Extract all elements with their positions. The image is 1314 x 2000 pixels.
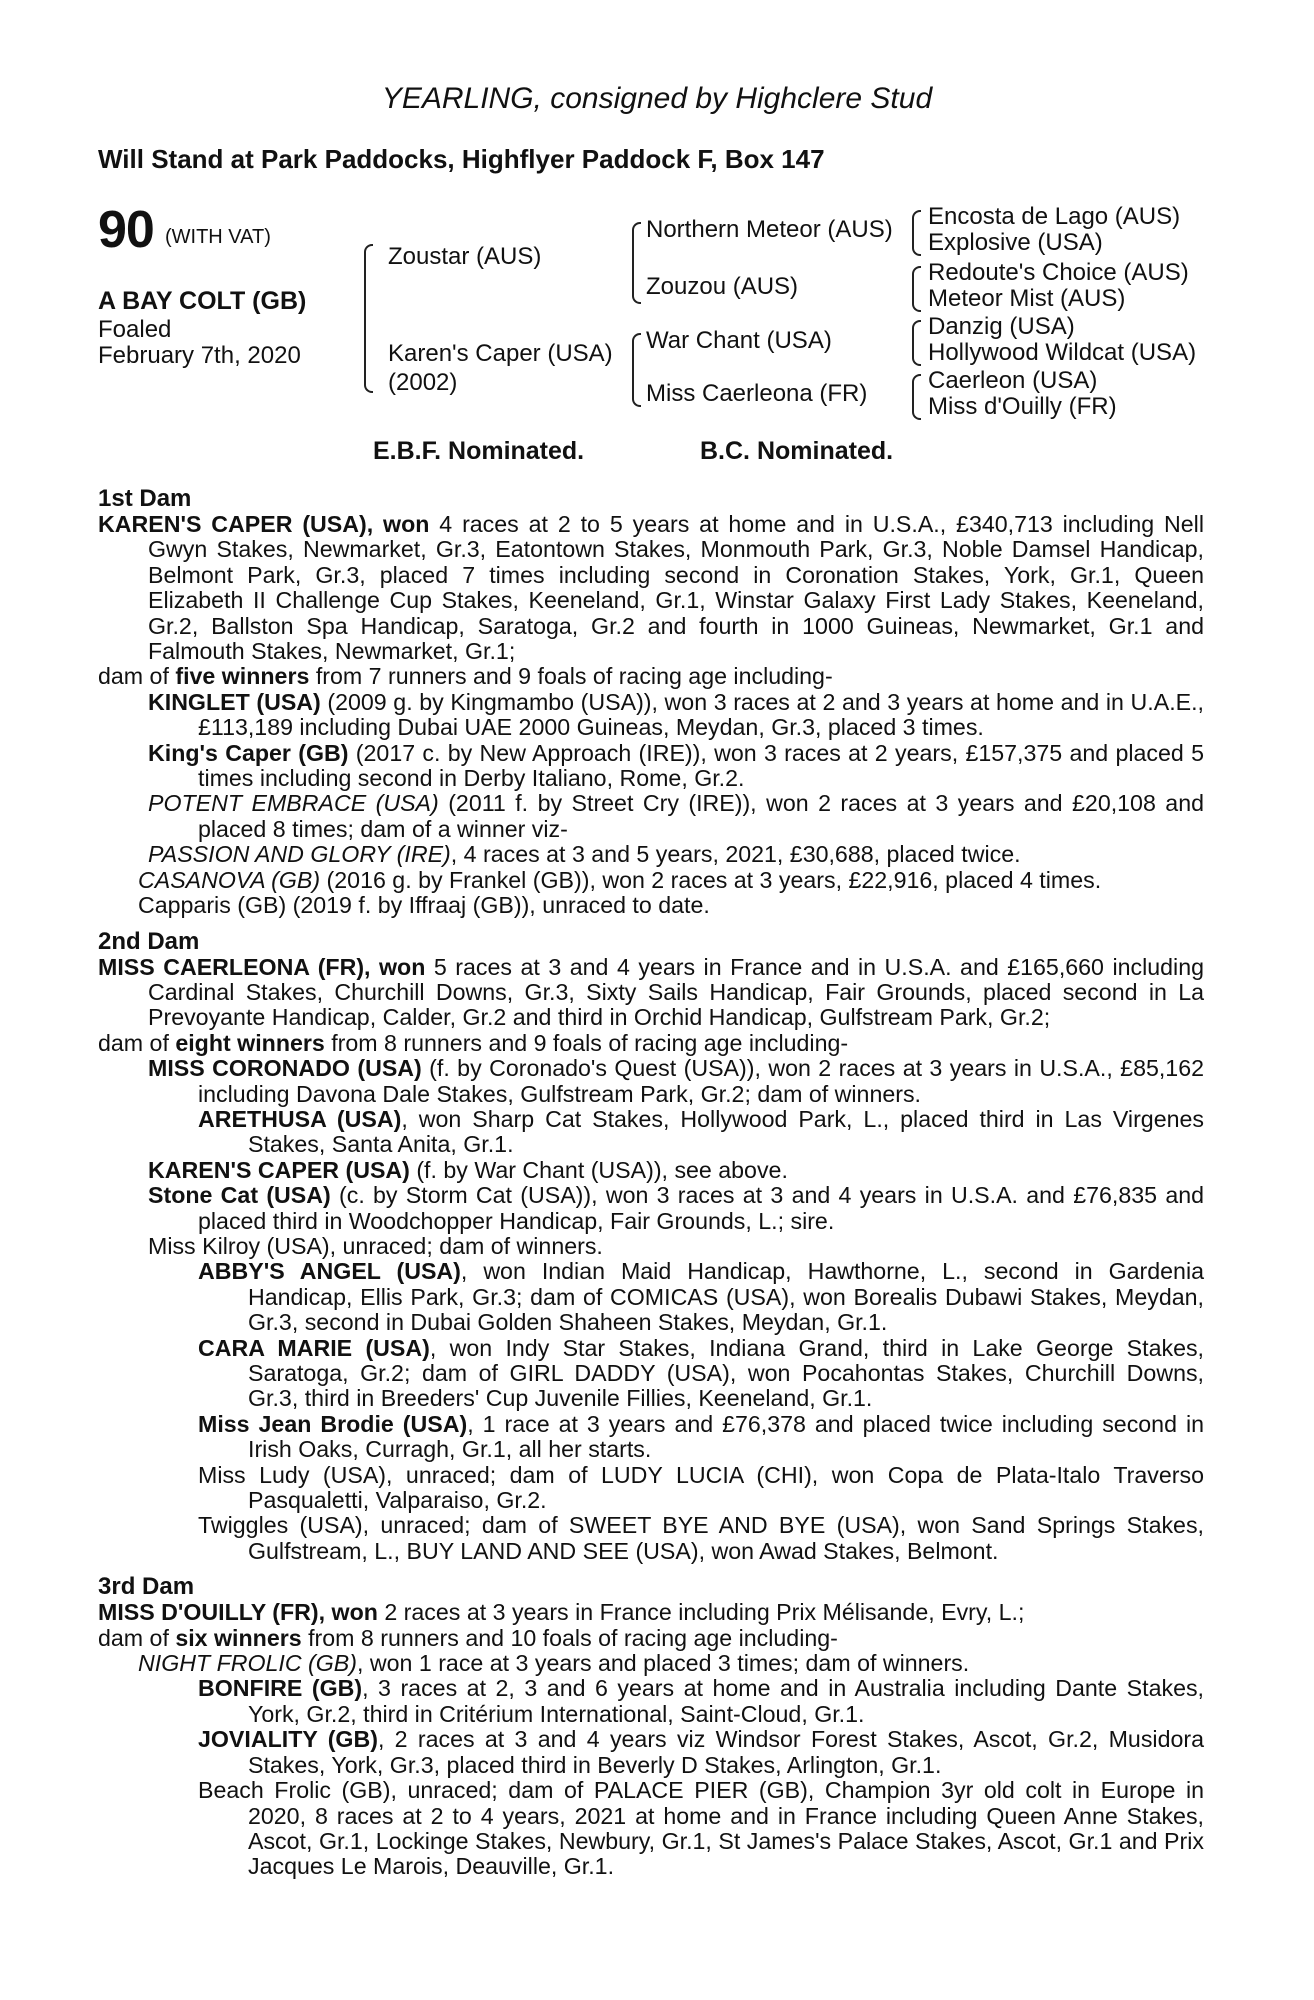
pedigree-dam-dam: Miss Caerleona (FR) <box>646 380 868 407</box>
third-dam-record <box>98 1600 1204 1625</box>
produce-text: Miss Ludy (USA), unraced; dam of LUDY LUCIA (CHI), won Copa de Plata-Italo Traverso Pasqualetti, Valparaiso, Gr.2. <box>198 1461 1204 1514</box>
pedigree-brace-g3 <box>912 320 921 366</box>
third-dam-name: MISS D'OUILLY (FR), won <box>98 1599 378 1626</box>
produce-entry <box>98 1107 1204 1158</box>
produce-name: JOVIALITY (GB) <box>198 1726 378 1753</box>
produce-entry <box>98 791 1204 842</box>
pedigree-brace-g1 <box>912 210 921 256</box>
produce-text: Miss Kilroy (USA), unraced; dam of winners. <box>148 1232 603 1259</box>
stand-location: Will Stand at Park Paddocks, Highflyer Paddock F, Box 147 <box>98 144 825 174</box>
produce-text: , 3 races at 2, 3 and 6 years at home and in Australia including Dante Stakes, York, Gr.2, third in Critérium International, Saint-Cloud, Gr.1. <box>248 1675 1204 1727</box>
horse-title: A BAY COLT (GB) <box>98 287 307 315</box>
pedigree-brace-dam <box>632 333 641 407</box>
produce-name: POTENT EMBRACE (USA) <box>148 790 439 817</box>
first-dam-name: KAREN'S CAPER (USA), won <box>98 511 430 537</box>
produce-name: MISS CORONADO (USA) <box>148 1055 422 1082</box>
winners-count: eight winners <box>175 1029 325 1056</box>
produce-entry <box>98 1676 1204 1727</box>
winners-count: five winners <box>175 663 310 690</box>
produce-entry <box>98 1056 1204 1107</box>
produce-name: ARETHUSA (USA) <box>198 1105 402 1132</box>
pedigree-brace-main <box>364 244 373 393</box>
pedigree-sire-sire: Northern Meteor (AUS) <box>646 216 893 243</box>
produce-text: (f. by Coronado's Quest (USA)), won 2 races at 3 years in U.S.A., £85,162 including Davona Dale Stakes, Gulfstream Park, Gr.2; dam of winners. <box>198 1055 1204 1107</box>
first-dam-heading: 1st Dam <box>98 485 192 512</box>
produce-suffix: from 8 runners and 9 foals of racing age including- <box>324 1029 849 1056</box>
produce-text: (2016 g. by Frankel (GB)), won 2 races at 3 years, £22,916, placed 4 times. <box>320 866 1102 893</box>
third-dam-produce-line <box>98 1626 1204 1651</box>
second-dam-heading: 2nd Dam <box>98 927 200 955</box>
first-dam-text: 4 races at 2 to 5 years at home and in U.S.A., £340,713 including Nell Gwyn Stakes, Newmarket, Gr.3, Eatontown Stakes, Monmouth Park, Gr.3, Noble Damsel Handicap, Belmont Park, Gr.3, placed 7 times including second in Coronation Stakes, York, Gr.1, Queen Elizabeth II Challenge Cup Stakes, Keeneland, Gr.1, Winstar Galaxy First Lady Stakes, Keeneland, Gr.2, Ballston Spa Handicap, Saratoga, Gr.2 and fourth in 1000 Guineas, Newmarket, Gr.1 and Falmouth Stakes, Newmarket, Gr.1; <box>148 511 1204 665</box>
produce-text: , won Sharp Cat Stakes, Hollywood Park, L., placed third in Las Virgenes Stakes, Santa Anita, Gr.1. <box>248 1105 1204 1158</box>
pedigree-g5: Danzig (USA) <box>928 313 1075 340</box>
produce-entry <box>98 690 1204 741</box>
produce-name: KINGLET (USA) <box>148 688 321 715</box>
pedigree-g3: Redoute's Choice (AUS) <box>928 259 1189 286</box>
pedigree-g2: Explosive (USA) <box>928 229 1103 256</box>
produce-name: Stone Cat (USA) <box>148 1182 331 1209</box>
produce-text: , 1 race at 3 years and £76,378 and placed twice including second in Irish Oaks, Curragh, Gr.1, all her starts. <box>248 1410 1205 1463</box>
third-dam-text: 2 races at 3 years in France including Prix Mélisande, Evry, L.; <box>377 1599 1025 1626</box>
produce-entry <box>98 1259 1204 1335</box>
produce-suffix: from 8 runners and 10 foals of racing age including- <box>301 1624 838 1651</box>
produce-entry <box>98 842 1204 867</box>
produce-entry <box>98 1336 1204 1412</box>
produce-name: PASSION AND GLORY (IRE) <box>148 841 451 868</box>
produce-entry <box>98 1412 1204 1463</box>
produce-entry <box>98 1513 1204 1564</box>
second-dam-text: 5 races at 3 and 4 years in France and in U.S.A. and £165,660 including Cardinal Stakes, Churchill Downs, Gr.3, Sixty Sails Handicap, Fair Grounds, placed second in La Prevoyante Handicap, Calder, Gr.2 and third in Orchid Handicap, Gulfstream Park, Gr.2; <box>148 953 1204 1031</box>
produce-text: (2017 c. by New Approach (IRE)), won 3 races at 2 years, £157,375 and placed 5 times including second in Derby Italiano, Rome, Gr.2. <box>198 739 1205 792</box>
produce-entry <box>98 1158 1204 1183</box>
produce-entry <box>98 1727 1204 1778</box>
vat-note: (WITH VAT) <box>165 226 271 248</box>
produce-name: NIGHT FROLIC (GB) <box>138 1650 357 1677</box>
third-dam-heading: 3rd Dam <box>98 1573 195 1601</box>
produce-text: (c. by Storm Cat (USA)), won 3 races at 3 and 4 years in U.S.A. and £76,835 and placed third in Woodchopper Handicap, Fair Grounds, L.; sire. <box>198 1182 1205 1234</box>
produce-text: , won Indy Star Stakes, Indiana Grand, third in Lake George Stakes, Saratoga, Gr.2; dam of GIRL DADDY (USA), won Pocahontas Stakes, Churchill Downs, Gr.3, third in Breeders' Cup Juvenile Fillies, Keeneland, Gr.1. <box>248 1334 1204 1412</box>
pedigree-dam: Karen's Caper (USA) <box>388 340 613 367</box>
pedigree-g1: Encosta de Lago (AUS) <box>928 203 1181 230</box>
produce-text: Capparis (GB) (2019 f. by Iffraaj (GB)), unraced to date. <box>138 892 710 919</box>
produce-prefix: dam of <box>98 1029 176 1056</box>
first-dam-produce-line <box>98 664 1204 689</box>
produce-prefix: dam of <box>98 1624 176 1651</box>
pedigree-sire-dam: Zouzou (AUS) <box>646 273 799 300</box>
bc-nominated: B.C. Nominated. <box>700 437 894 465</box>
winners-count: six winners <box>175 1624 302 1651</box>
pedigree-g7: Caerleon (USA) <box>928 367 1098 394</box>
produce-entry <box>98 1183 1204 1234</box>
produce-text: (f. by War Chant (USA)), see above. <box>409 1156 788 1183</box>
produce-text: , 4 races at 3 and 5 years, 2021, £30,688, placed twice. <box>450 841 1021 868</box>
pedigree-g4: Meteor Mist (AUS) <box>928 285 1126 312</box>
pedigree-dam-sire: War Chant (USA) <box>646 327 832 354</box>
pedigree-brace-sire <box>632 222 641 304</box>
pedigree-brace-g4 <box>912 374 921 420</box>
produce-text: , won 1 race at 3 years and placed 3 times; dam of winners. <box>357 1650 970 1677</box>
catalogue-body <box>98 486 1204 1880</box>
produce-text: , won Indian Maid Handicap, Hawthorne, L., second in Gardenia Handicap, Ellis Park, Gr.3; dam of COMICAS (USA), won Borealis Dubawi Stakes, Meydan, Gr.3, second in Dubai Golden Shaheen Stakes, Meydan, Gr.1. <box>248 1258 1205 1336</box>
second-dam-record <box>98 955 1204 1031</box>
produce-text: , 2 races at 3 and 4 years viz Windsor Forest Stakes, Ascot, Gr.2, Musidora Stakes, York, Gr.3, placed third in Beverly D Stakes, Arlington, Gr.1. <box>248 1726 1204 1778</box>
produce-entry <box>98 741 1204 792</box>
produce-prefix: dam of <box>98 663 176 690</box>
produce-entry <box>98 868 1204 893</box>
produce-name: King's Caper (GB) <box>148 739 349 766</box>
lot-number: 90 <box>98 201 154 259</box>
foaled-label: Foaled <box>98 316 172 343</box>
catalogue-subtitle: YEARLING, consigned by Highclere Stud <box>381 82 933 115</box>
pedigree-brace-g2 <box>912 266 921 312</box>
pedigree-sire: Zoustar (AUS) <box>388 243 542 270</box>
produce-name: BONFIRE (GB) <box>198 1675 363 1702</box>
produce-name: CASANOVA (GB) <box>138 866 321 893</box>
ebf-nominated: E.B.F. Nominated. <box>373 437 585 465</box>
produce-suffix: from 7 runners and 9 foals of racing age including- <box>309 663 833 690</box>
pedigree-g6: Hollywood Wildcat (USA) <box>928 339 1197 366</box>
foaled-date: February 7th, 2020 <box>98 342 301 369</box>
produce-text: Twiggles (USA), unraced; dam of SWEET BYE AND BYE (USA), won Sand Springs Stakes, Gulfstream, L., BUY LAND AND SEE (USA), won Awad Stakes, Belmont. <box>198 1512 1204 1564</box>
produce-text: (2011 f. by Street Cry (IRE)), won 2 races at 3 years and £20,108 and placed 8 times; dam of a winner viz- <box>198 790 1204 842</box>
produce-name: ABBY'S ANGEL (USA) <box>198 1258 461 1285</box>
produce-text: (2009 g. by Kingmambo (USA)), won 3 races at 2 and 3 years at home and in U.A.E., £113,189 including Dubai UAE 2000 Guineas, Meydan, Gr.3, placed 3 times. <box>198 688 1205 741</box>
second-dam-name: MISS CAERLEONA (FR), won <box>98 953 426 980</box>
produce-name: Miss Jean Brodie (USA) <box>198 1410 468 1437</box>
pedigree-g8: Miss d'Ouilly (FR) <box>928 393 1117 420</box>
first-dam-record <box>98 512 1204 664</box>
produce-text: Beach Frolic (GB), unraced; dam of PALACE PIER (GB), Champion 3yr old colt in Europe in 2020, 8 races at 2 to 4 years, 2021 at home and in France including Queen Anne Stakes, Ascot, Gr.1, Lockinge Stakes, Newbury, Gr.1, St James's Palace Stakes, Ascot, Gr.1 and Prix Jacques Le Marois, Deauville, Gr.1. <box>198 1777 1204 1880</box>
pedigree-dam-year: (2002) <box>388 369 458 396</box>
produce-entry <box>98 893 1204 918</box>
produce-entry <box>98 1651 1204 1676</box>
second-dam-produce-line <box>98 1031 1204 1056</box>
produce-entry <box>98 1778 1204 1880</box>
produce-name: CARA MARIE (USA) <box>198 1334 430 1361</box>
produce-entry <box>98 1463 1204 1514</box>
produce-entry <box>98 1234 1204 1259</box>
produce-name: KAREN'S CAPER (USA) <box>148 1156 410 1183</box>
